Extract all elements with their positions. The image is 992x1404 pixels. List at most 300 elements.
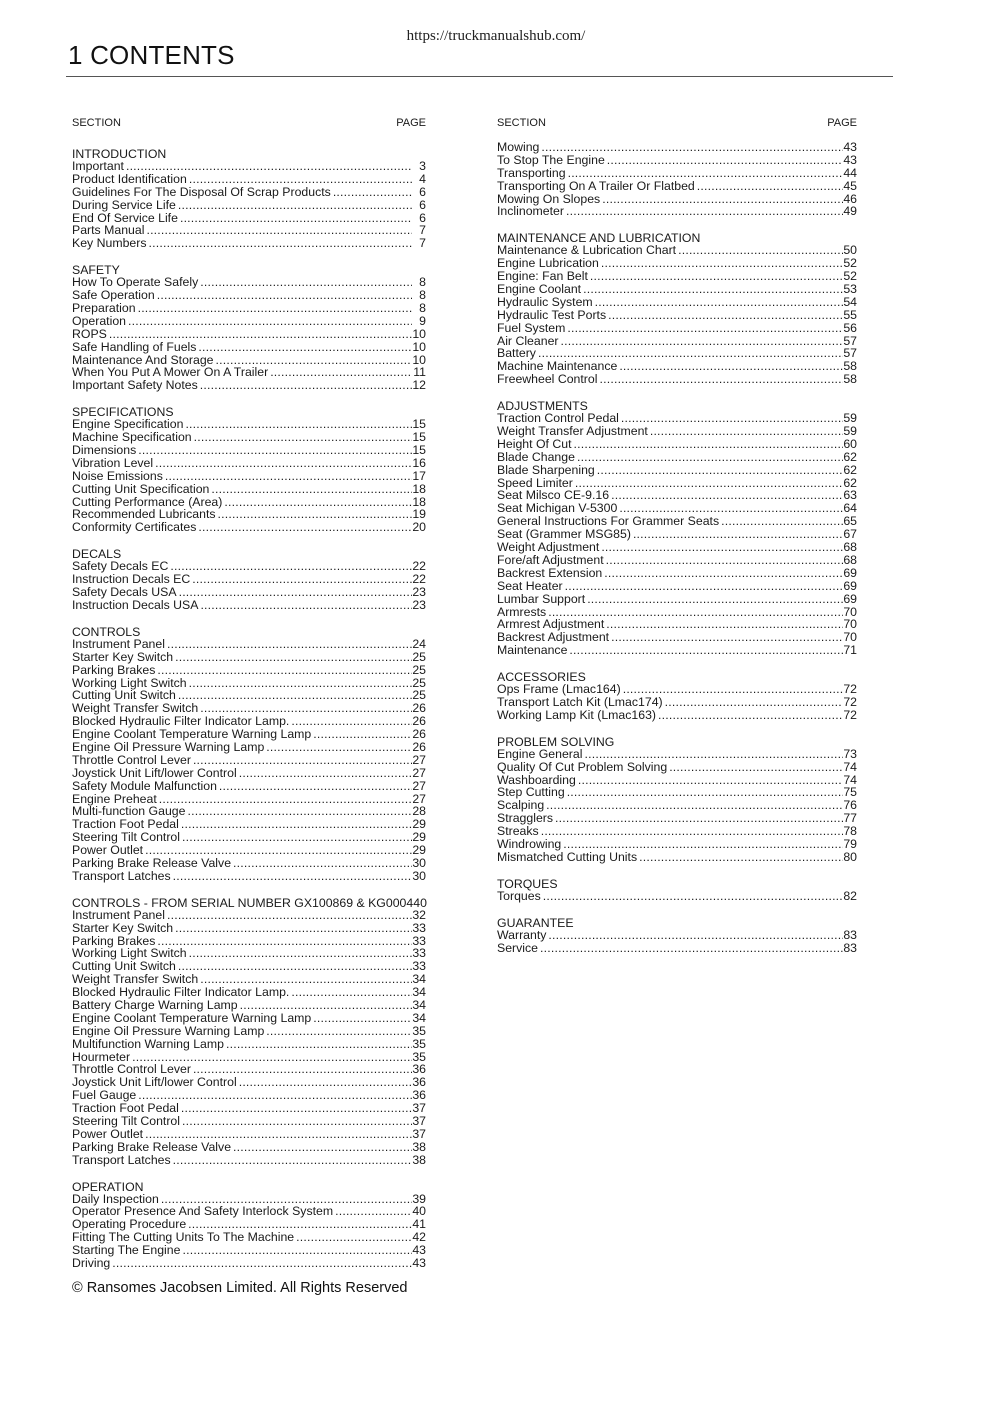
toc-entry[interactable] bbox=[497, 929, 857, 942]
entry-title: Blade Change bbox=[497, 449, 575, 464]
toc-section bbox=[497, 670, 857, 722]
entry-page-number: 52 bbox=[843, 269, 857, 284]
dot-leader bbox=[182, 831, 412, 844]
toc-entry[interactable] bbox=[497, 541, 857, 554]
entry-page-number: 75 bbox=[843, 785, 857, 800]
entry-title: Mismatched Cutting Units bbox=[497, 849, 638, 864]
toc-entry[interactable] bbox=[72, 1154, 426, 1167]
dot-leader bbox=[590, 270, 843, 283]
entry-page-number: 59 bbox=[843, 411, 857, 426]
section-heading: TORQUES bbox=[497, 876, 558, 891]
dot-leader bbox=[639, 851, 843, 864]
entry-page-number: 7 bbox=[419, 236, 426, 251]
section-heading: SPECIFICATIONS bbox=[72, 405, 174, 420]
entry-title: Stragglers bbox=[497, 811, 554, 826]
entry-page-number: 43 bbox=[843, 140, 857, 154]
entry-page-number: 17 bbox=[412, 468, 426, 483]
entry-page-number: 10 bbox=[412, 339, 426, 354]
entry-title: Fuel Gauge bbox=[72, 1088, 137, 1103]
entry-page-number: 43 bbox=[412, 1243, 426, 1258]
toc-entry[interactable] bbox=[497, 425, 857, 438]
dot-leader bbox=[181, 818, 412, 831]
entry-title: Vibration Level bbox=[72, 455, 154, 470]
entry-page-number: 62 bbox=[843, 475, 857, 490]
dot-leader bbox=[313, 1012, 412, 1025]
dot-leader bbox=[608, 309, 843, 322]
section-heading: OPERATION bbox=[72, 1179, 144, 1194]
dot-leader bbox=[157, 664, 412, 677]
entry-page-number: 8 bbox=[419, 301, 426, 316]
entry-title: Fore/aft Adjustment bbox=[497, 552, 604, 567]
entry-title: Working Light Switch bbox=[72, 675, 187, 690]
dot-leader bbox=[583, 283, 843, 296]
entry-page-number: 23 bbox=[412, 585, 426, 600]
dot-leader bbox=[611, 489, 843, 502]
entry-page-number: 36 bbox=[412, 1075, 426, 1090]
entry-title: Key Numbers bbox=[72, 236, 147, 251]
toc-entry[interactable] bbox=[497, 205, 857, 218]
dot-leader bbox=[224, 496, 412, 509]
entry-page-number: 32 bbox=[412, 907, 426, 922]
entry-title: Working Lamp Kit (Lmac163) bbox=[497, 707, 657, 722]
dot-leader bbox=[200, 599, 412, 612]
dot-leader bbox=[555, 812, 843, 825]
entry-title: Height Of Cut bbox=[497, 436, 572, 451]
entry-page-number: 56 bbox=[843, 320, 857, 335]
entry-title: Blade Sharpening bbox=[497, 462, 595, 477]
entry-title: Machine Specification bbox=[72, 430, 192, 445]
entry-page-number: 63 bbox=[843, 488, 857, 503]
toc-section bbox=[72, 625, 426, 883]
dot-leader bbox=[182, 1115, 412, 1128]
toc-entry[interactable] bbox=[497, 812, 857, 825]
toc-entry[interactable] bbox=[497, 580, 857, 593]
entry-title: How To Operate Safely bbox=[72, 275, 199, 290]
entry-page-number: 37 bbox=[412, 1114, 426, 1128]
entry-title: Windrowing bbox=[497, 836, 562, 851]
entry-page-number: 34 bbox=[412, 972, 426, 987]
toc-entry[interactable] bbox=[72, 741, 426, 754]
entry-page-number: 16 bbox=[412, 455, 426, 470]
entry-title: Hydraulic System bbox=[497, 294, 593, 309]
dot-leader bbox=[607, 154, 843, 167]
toc-entry[interactable] bbox=[497, 554, 857, 567]
toc-entry[interactable] bbox=[497, 593, 857, 606]
entry-title: Engine Lubrication bbox=[497, 256, 599, 271]
dot-leader bbox=[599, 373, 843, 386]
toc-entry[interactable] bbox=[497, 180, 857, 193]
toc-entry[interactable] bbox=[72, 754, 426, 767]
entry-page-number: 57 bbox=[843, 333, 857, 348]
entry-title: Armrests bbox=[497, 604, 547, 619]
entry-title: Machine Maintenance bbox=[497, 359, 618, 374]
entry-page-number: 20 bbox=[412, 520, 426, 535]
entry-title: Cutting Unit Switch bbox=[72, 688, 176, 703]
entry-title: Warranty bbox=[497, 927, 547, 942]
entry-page-number: 38 bbox=[412, 1152, 426, 1167]
dot-leader bbox=[233, 857, 412, 870]
toc-entry[interactable] bbox=[497, 696, 857, 709]
toc-entry[interactable] bbox=[497, 335, 857, 348]
entry-page-number: 40 bbox=[412, 1204, 426, 1219]
toc-entry[interactable] bbox=[497, 851, 857, 864]
entry-title: Engine Coolant Temperature Warning Lamp bbox=[72, 1010, 312, 1025]
entry-title: Weight Transfer Adjustment bbox=[497, 424, 648, 439]
toc-entry[interactable] bbox=[497, 942, 857, 955]
dot-leader bbox=[597, 464, 843, 477]
section-heading: PROBLEM SOLVING bbox=[497, 734, 615, 749]
entry-title: Safe Handling of Fuels bbox=[72, 339, 197, 354]
entry-title: Hydraulic Test Ports bbox=[497, 307, 607, 322]
entry-title: Preparation bbox=[72, 301, 136, 316]
dot-leader bbox=[239, 767, 412, 780]
dot-leader bbox=[149, 237, 413, 250]
dot-leader bbox=[678, 244, 843, 257]
dot-leader bbox=[167, 909, 412, 922]
toc-entry[interactable] bbox=[72, 922, 426, 935]
dot-leader bbox=[233, 1141, 412, 1154]
toc-section bbox=[497, 916, 857, 955]
toc-entry[interactable] bbox=[497, 322, 857, 335]
toc-entry[interactable] bbox=[497, 309, 857, 322]
entry-title: Step Cutting bbox=[497, 785, 565, 800]
entry-title: Transport Latches bbox=[72, 868, 171, 883]
toc-section bbox=[497, 231, 857, 386]
toc-entry[interactable] bbox=[72, 664, 426, 677]
toc-entry[interactable] bbox=[497, 464, 857, 477]
entry-title: Quality Of Cut Problem Solving bbox=[497, 759, 668, 774]
toc-section bbox=[72, 1180, 426, 1270]
toc-entry[interactable] bbox=[72, 237, 426, 250]
entry-page-number: 52 bbox=[843, 256, 857, 271]
entry-page-number: 50 bbox=[843, 243, 857, 258]
entry-title: Seat Michigan V-5300 bbox=[497, 501, 618, 516]
toc-entry[interactable] bbox=[497, 141, 857, 154]
entry-page-number: 29 bbox=[412, 843, 426, 858]
entry-title: Noise Emissions bbox=[72, 468, 163, 483]
dot-leader bbox=[189, 173, 412, 186]
toc-entry[interactable] bbox=[497, 644, 857, 657]
toc-entry[interactable] bbox=[72, 870, 426, 883]
dot-leader bbox=[567, 786, 843, 799]
toc-entry[interactable] bbox=[72, 521, 426, 534]
toc-entry[interactable] bbox=[72, 444, 426, 457]
dot-leader bbox=[198, 341, 412, 354]
dot-leader bbox=[157, 935, 412, 948]
entry-page-number: 33 bbox=[412, 946, 426, 961]
toc-entry[interactable] bbox=[497, 838, 857, 851]
toc-entry[interactable] bbox=[497, 761, 857, 774]
entry-title: Joystick Unit Lift/lower Control bbox=[72, 1075, 237, 1090]
dot-leader bbox=[178, 689, 412, 702]
entry-title: Engine Coolant Temperature Warning Lamp bbox=[72, 727, 312, 742]
entry-title: Multi-function Gauge bbox=[72, 804, 186, 819]
entry-title: Seat Heater bbox=[497, 578, 563, 593]
toc-entry[interactable] bbox=[72, 379, 426, 392]
toc-entry[interactable] bbox=[72, 315, 426, 328]
section-heading: DECALS bbox=[72, 547, 122, 562]
entry-title: Important bbox=[72, 159, 124, 173]
toc-entry[interactable] bbox=[497, 709, 857, 722]
toc-entry[interactable] bbox=[72, 483, 426, 496]
entry-page-number: 71 bbox=[843, 643, 857, 658]
toc-entry[interactable] bbox=[72, 1012, 426, 1025]
dot-leader bbox=[138, 444, 412, 457]
entry-page-number: 41 bbox=[412, 1217, 426, 1232]
entry-title: Armrest Adjustment bbox=[497, 617, 605, 632]
section-column-label: SECTION bbox=[497, 117, 546, 129]
entry-page-number: 74 bbox=[843, 772, 857, 787]
toc-entry[interactable] bbox=[72, 1025, 426, 1038]
dot-leader bbox=[226, 1038, 412, 1051]
dot-leader bbox=[333, 186, 412, 199]
entry-page-number: 39 bbox=[412, 1191, 426, 1206]
toc-section bbox=[497, 399, 857, 657]
entry-title: Blocked Hydraulic Filter Indicator Lamp. bbox=[72, 714, 290, 729]
entry-page-number: 76 bbox=[843, 798, 857, 813]
entry-page-number: 43 bbox=[412, 1256, 426, 1271]
entry-title: Maintenance bbox=[497, 643, 568, 658]
toc-entry[interactable] bbox=[497, 567, 857, 580]
entry-title: Maintenance & Lubrication Chart bbox=[497, 243, 677, 258]
entry-title: Seat Milsco CE-9.16 bbox=[497, 488, 610, 503]
toc-entry[interactable] bbox=[72, 999, 426, 1012]
entry-title: General Instructions For Grammer Seats bbox=[497, 514, 720, 529]
toc-entry[interactable] bbox=[72, 199, 426, 212]
entry-page-number: 69 bbox=[843, 578, 857, 593]
entry-page-number: 49 bbox=[843, 204, 857, 219]
entry-page-number: 8 bbox=[419, 288, 426, 303]
toc-entry[interactable] bbox=[72, 160, 426, 173]
toc-entry[interactable] bbox=[72, 638, 426, 651]
dot-leader bbox=[182, 1244, 412, 1257]
dot-leader bbox=[574, 438, 844, 451]
toc-entry[interactable] bbox=[72, 1115, 426, 1128]
entry-page-number: 22 bbox=[412, 559, 426, 574]
dot-leader bbox=[187, 805, 412, 818]
dot-leader bbox=[211, 483, 412, 496]
dot-leader bbox=[157, 289, 412, 302]
entry-title: Battery Charge Warning Lamp bbox=[72, 997, 238, 1012]
entry-page-number: 26 bbox=[412, 714, 426, 729]
entry-title: Traction Foot Pedal bbox=[72, 817, 179, 832]
toc-entry[interactable] bbox=[72, 457, 426, 470]
entry-page-number: 35 bbox=[412, 1023, 426, 1038]
entry-page-number: 25 bbox=[412, 662, 426, 677]
toc-entry[interactable] bbox=[72, 586, 426, 599]
toc-entry[interactable] bbox=[72, 341, 426, 354]
entry-page-number: 7 bbox=[419, 223, 426, 238]
entry-title: Important Safety Notes bbox=[72, 378, 198, 393]
entry-page-number: 70 bbox=[843, 617, 857, 632]
entry-title: Dimensions bbox=[72, 443, 137, 458]
entry-page-number: 25 bbox=[412, 688, 426, 703]
toc-section bbox=[497, 877, 857, 903]
entry-page-number: 67 bbox=[843, 527, 857, 542]
dot-leader bbox=[189, 947, 412, 960]
entry-page-number: 82 bbox=[843, 888, 857, 903]
dot-leader bbox=[218, 508, 412, 521]
entry-page-number: 78 bbox=[843, 824, 857, 839]
entry-title: Transport Latch Kit (Lmac174) bbox=[497, 694, 663, 709]
entry-page-number: 72 bbox=[843, 682, 857, 697]
dot-leader bbox=[313, 728, 412, 741]
entry-title: Driving bbox=[72, 1256, 111, 1271]
toc-entry[interactable] bbox=[497, 373, 857, 386]
toc-entry[interactable] bbox=[72, 173, 426, 186]
entry-title: Product Identification bbox=[72, 171, 187, 186]
entry-title: Seat (Grammer MSG85) bbox=[497, 527, 631, 542]
toc-entry[interactable] bbox=[497, 283, 857, 296]
dot-leader bbox=[240, 999, 412, 1012]
entry-title: Mowing bbox=[497, 140, 540, 154]
toc-entry[interactable] bbox=[497, 438, 857, 451]
toc-entry[interactable] bbox=[72, 857, 426, 870]
toc-entry[interactable] bbox=[72, 302, 426, 315]
entry-page-number: 60 bbox=[843, 436, 857, 451]
dot-leader bbox=[548, 929, 843, 942]
entry-title: Transport Latches bbox=[72, 1152, 171, 1167]
toc-entry[interactable] bbox=[72, 186, 426, 199]
entry-page-number: 28 bbox=[412, 804, 426, 819]
entry-page-number: 29 bbox=[412, 817, 426, 832]
toc-entry[interactable] bbox=[497, 167, 857, 180]
toc-entry[interactable] bbox=[72, 651, 426, 664]
dot-leader bbox=[194, 431, 412, 444]
section-heading: CONTROLS bbox=[72, 624, 141, 639]
dot-leader bbox=[595, 296, 843, 309]
page-column-label: PAGE bbox=[827, 117, 857, 129]
dot-leader bbox=[563, 838, 843, 851]
entry-page-number: 25 bbox=[412, 675, 426, 690]
section-heading: GUARANTEE bbox=[497, 915, 574, 930]
source-url[interactable]: https://truckmanualshub.com/ bbox=[406, 28, 586, 44]
toc-entry[interactable] bbox=[72, 1141, 426, 1154]
dot-leader bbox=[335, 1205, 412, 1218]
entry-page-number: 46 bbox=[843, 191, 857, 206]
entry-title: Ops Frame (Lmac164) bbox=[497, 682, 621, 697]
entry-page-number: 58 bbox=[843, 372, 857, 387]
entry-title: Instruction Decals EC bbox=[72, 572, 191, 587]
entry-title: Engine Specification bbox=[72, 417, 184, 432]
dot-leader bbox=[568, 167, 843, 180]
toc-entry[interactable] bbox=[497, 451, 857, 464]
entry-title: Daily Inspection bbox=[72, 1191, 159, 1206]
entry-title: Safety Decals EC bbox=[72, 559, 169, 574]
dot-leader bbox=[138, 302, 412, 315]
entry-title: Traction Control Pedal bbox=[497, 411, 619, 426]
entry-title: Streaks bbox=[497, 824, 539, 839]
entry-title: Traction Foot Pedal bbox=[72, 1101, 179, 1116]
toc-entry[interactable] bbox=[72, 767, 426, 780]
toc-section bbox=[72, 405, 426, 534]
section-heading: CONTROLS - FROM SERIAL NUMBER GX100869 & KG000440 bbox=[72, 895, 427, 910]
dot-leader bbox=[185, 418, 412, 431]
entry-page-number: 58 bbox=[843, 359, 857, 374]
dot-leader bbox=[200, 276, 412, 289]
entry-title: ROPS bbox=[72, 326, 107, 341]
toc-entry[interactable] bbox=[72, 1244, 426, 1257]
dot-leader bbox=[170, 560, 412, 573]
entry-page-number: 36 bbox=[412, 1088, 426, 1103]
entry-page-number: 27 bbox=[412, 765, 426, 780]
toc-entry[interactable] bbox=[72, 780, 426, 793]
entry-title: Backrest Extension bbox=[497, 565, 603, 580]
entry-page-number: 34 bbox=[412, 1010, 426, 1025]
toc-entry[interactable] bbox=[72, 328, 426, 341]
entry-page-number: 79 bbox=[843, 836, 857, 851]
dot-leader bbox=[270, 366, 412, 379]
entry-page-number: 12 bbox=[412, 378, 426, 393]
entry-title: Hourmeter bbox=[72, 1049, 131, 1064]
toc-entry[interactable] bbox=[497, 154, 857, 167]
entry-page-number: 18 bbox=[412, 494, 426, 509]
contents-column-left bbox=[72, 116, 426, 1283]
entry-title: Cutting Unit Switch bbox=[72, 959, 176, 974]
toc-entry[interactable] bbox=[497, 296, 857, 309]
entry-page-number: 55 bbox=[843, 307, 857, 322]
entry-title: Instrument Panel bbox=[72, 636, 165, 651]
dot-leader bbox=[721, 515, 843, 528]
toc-entry[interactable] bbox=[72, 599, 426, 612]
toc-section bbox=[72, 147, 426, 250]
dot-leader bbox=[543, 890, 843, 903]
entry-title: Blocked Hydraulic Filter Indicator Lamp. bbox=[72, 985, 290, 1000]
dot-leader bbox=[219, 780, 412, 793]
dot-leader bbox=[665, 696, 843, 709]
dot-leader bbox=[175, 922, 412, 935]
entry-page-number: 25 bbox=[412, 649, 426, 664]
toc-entry[interactable] bbox=[72, 1038, 426, 1051]
entry-title: Operation bbox=[72, 313, 127, 328]
dot-leader bbox=[569, 644, 843, 657]
toc-entry[interactable] bbox=[497, 748, 857, 761]
toc-entry[interactable] bbox=[72, 1128, 426, 1141]
dot-leader bbox=[578, 774, 843, 787]
toc-entry[interactable] bbox=[497, 786, 857, 799]
dot-leader bbox=[604, 567, 843, 580]
entry-title: When You Put A Mower On A Trailer bbox=[72, 365, 269, 380]
entry-title: Battery bbox=[497, 346, 536, 361]
dot-leader bbox=[650, 425, 843, 438]
entry-page-number: 36 bbox=[412, 1062, 426, 1077]
entry-page-number: 65 bbox=[843, 514, 857, 529]
entry-page-number: 68 bbox=[843, 552, 857, 567]
dot-leader bbox=[167, 638, 412, 651]
entry-page-number: 6 bbox=[419, 210, 426, 225]
toc-entry[interactable] bbox=[72, 909, 426, 922]
entry-title: Conformity Certificates bbox=[72, 520, 197, 535]
entry-title: Parking Brakes bbox=[72, 933, 156, 948]
entry-page-number: 34 bbox=[412, 985, 426, 1000]
entry-title: Safety Decals USA bbox=[72, 585, 177, 600]
entry-page-number: 62 bbox=[843, 462, 857, 477]
dot-leader bbox=[541, 141, 843, 154]
dot-leader bbox=[138, 1089, 412, 1102]
entry-title: Steering Tilt Control bbox=[72, 1114, 180, 1128]
toc-entry[interactable] bbox=[497, 890, 857, 903]
entry-title: Parking Brake Release Valve bbox=[72, 1139, 232, 1154]
entry-title: To Stop The Engine bbox=[497, 152, 605, 167]
entry-page-number: 26 bbox=[412, 727, 426, 742]
toc-entry[interactable] bbox=[72, 470, 426, 483]
entry-title: Parking Brakes bbox=[72, 662, 156, 677]
dot-leader bbox=[181, 1102, 412, 1115]
dot-leader bbox=[611, 631, 843, 644]
entry-title: Cutting Performance (Area) bbox=[72, 494, 223, 509]
toc-entry[interactable] bbox=[72, 1257, 426, 1270]
entry-page-number: 68 bbox=[843, 540, 857, 555]
